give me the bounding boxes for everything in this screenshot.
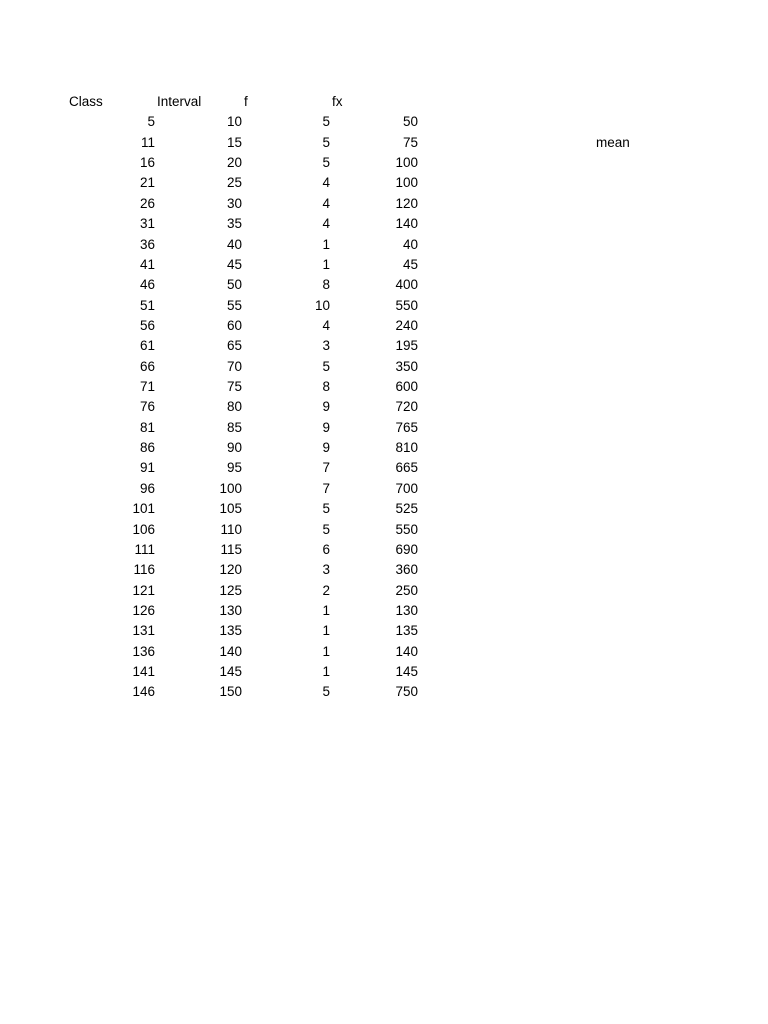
- class-upper-cell: 115: [220, 541, 242, 557]
- frequency-cell: 9: [322, 419, 330, 435]
- table-row: [0, 275, 768, 295]
- class-upper-cell: 70: [226, 358, 242, 374]
- class-lower-cell: 126: [132, 602, 155, 618]
- class-upper-cell: 105: [219, 501, 242, 517]
- table-row: [0, 112, 768, 132]
- fx-cell: 700: [395, 480, 418, 496]
- fx-cell: 665: [395, 460, 418, 476]
- fx-cell: 550: [395, 521, 418, 537]
- class-upper-cell: 50: [226, 277, 242, 293]
- class-lower-cell: 41: [139, 256, 155, 272]
- class-upper-cell: 125: [219, 582, 242, 598]
- frequency-cell: 3: [322, 338, 330, 354]
- fx-cell: 525: [395, 501, 418, 517]
- class-lower-cell: 121: [132, 582, 155, 598]
- class-lower-cell: 101: [132, 501, 155, 517]
- class-upper-cell: 75: [226, 379, 242, 395]
- class-lower-cell: 106: [132, 521, 155, 537]
- table-row: [0, 438, 768, 458]
- frequency-table: [0, 92, 768, 703]
- class-upper-cell: 55: [226, 297, 242, 313]
- fx-cell: 135: [395, 623, 418, 639]
- class-upper-cell: 130: [219, 602, 242, 618]
- class-upper-cell: 135: [219, 623, 242, 639]
- frequency-cell: 5: [322, 155, 330, 171]
- fx-cell: 350: [395, 358, 418, 374]
- fx-cell: 250: [395, 582, 418, 598]
- frequency-cell: 5: [322, 114, 330, 130]
- table-row: [0, 499, 768, 519]
- fx-cell: 600: [395, 379, 418, 395]
- frequency-cell: 9: [322, 440, 330, 456]
- table-row: [0, 479, 768, 499]
- table-row: [0, 357, 768, 377]
- class-upper-cell: 100: [219, 480, 242, 496]
- class-lower-cell: 26: [139, 195, 155, 211]
- class-lower-cell: 46: [139, 277, 155, 293]
- class-lower-cell: 141: [132, 664, 155, 680]
- class-upper-cell: 80: [226, 399, 242, 415]
- class-lower-cell: 51: [139, 297, 155, 313]
- class-upper-cell: 145: [219, 664, 242, 680]
- class-lower-cell: 5: [147, 114, 155, 130]
- table-row: [0, 621, 768, 641]
- fx-cell: 360: [395, 562, 418, 578]
- class-lower-cell: 91: [139, 460, 155, 476]
- frequency-cell: 1: [322, 256, 330, 272]
- fx-cell: 100: [395, 175, 418, 191]
- table-row: [0, 133, 768, 153]
- class-upper-cell: 30: [226, 195, 242, 211]
- frequency-cell: 1: [322, 623, 330, 639]
- frequency-cell: 1: [322, 664, 330, 680]
- class-lower-cell: 61: [139, 338, 155, 354]
- header-fx: fx: [332, 94, 343, 109]
- frequency-cell: 4: [322, 175, 330, 191]
- frequency-cell: 9: [322, 399, 330, 415]
- fx-cell: 50: [402, 114, 418, 130]
- fx-cell: 130: [395, 602, 418, 618]
- class-lower-cell: 96: [139, 480, 155, 496]
- fx-cell: 120: [395, 195, 418, 211]
- class-lower-cell: 56: [139, 317, 155, 333]
- table-row: [0, 153, 768, 173]
- header-row: [0, 92, 768, 112]
- class-lower-cell: 86: [139, 440, 155, 456]
- class-upper-cell: 95: [226, 460, 242, 476]
- frequency-cell: 1: [322, 643, 330, 659]
- class-upper-cell: 20: [226, 155, 242, 171]
- frequency-cell: 10: [314, 297, 330, 313]
- frequency-cell: 7: [322, 480, 330, 496]
- fx-cell: 720: [395, 399, 418, 415]
- class-lower-cell: 146: [132, 684, 155, 700]
- fx-cell: 195: [395, 338, 418, 354]
- table-row: [0, 418, 768, 438]
- fx-cell: 145: [395, 664, 418, 680]
- fx-cell: 750: [395, 684, 418, 700]
- header-f: f: [244, 94, 248, 109]
- table-row: [0, 296, 768, 316]
- table-row: [0, 214, 768, 234]
- frequency-cell: 5: [322, 358, 330, 374]
- class-lower-cell: 11: [140, 134, 155, 150]
- class-upper-cell: 140: [219, 643, 242, 659]
- class-lower-cell: 136: [132, 643, 155, 659]
- class-upper-cell: 40: [226, 236, 242, 252]
- fx-cell: 765: [395, 419, 418, 435]
- frequency-cell: 4: [322, 195, 330, 211]
- frequency-cell: 6: [322, 541, 330, 557]
- class-upper-cell: 110: [220, 521, 242, 537]
- frequency-cell: 1: [322, 236, 330, 252]
- class-lower-cell: 131: [132, 623, 155, 639]
- class-lower-cell: 76: [139, 399, 155, 415]
- fx-cell: 400: [395, 277, 418, 293]
- table-row: [0, 458, 768, 478]
- fx-cell: 45: [402, 256, 418, 272]
- class-upper-cell: 85: [226, 419, 242, 435]
- frequency-cell: 2: [322, 582, 330, 598]
- table-body: [0, 112, 768, 702]
- frequency-cell: 5: [322, 501, 330, 517]
- frequency-cell: 1: [322, 602, 330, 618]
- fx-cell: 100: [395, 155, 418, 171]
- table-row: [0, 601, 768, 621]
- class-upper-cell: 15: [226, 134, 242, 150]
- class-lower-cell: 36: [139, 236, 155, 252]
- frequency-cell: 5: [322, 684, 330, 700]
- frequency-cell: 3: [322, 562, 330, 578]
- class-upper-cell: 90: [226, 440, 242, 456]
- class-lower-cell: 16: [139, 155, 155, 171]
- fx-cell: 75: [402, 134, 418, 150]
- header-interval: Interval: [157, 94, 202, 109]
- table-row: [0, 336, 768, 356]
- table-row: [0, 255, 768, 275]
- frequency-cell: 8: [322, 379, 330, 395]
- fx-cell: 810: [395, 440, 418, 456]
- class-upper-cell: 65: [226, 338, 242, 354]
- fx-cell: 550: [395, 297, 418, 313]
- table-row: [0, 560, 768, 580]
- fx-cell: 140: [395, 216, 418, 232]
- table-row: [0, 682, 768, 702]
- frequency-cell: 5: [322, 134, 330, 150]
- table-row: [0, 662, 768, 682]
- frequency-cell: 4: [322, 317, 330, 333]
- table-row: [0, 194, 768, 214]
- class-upper-cell: 45: [226, 256, 242, 272]
- mean-label: mean: [596, 134, 630, 150]
- class-lower-cell: 71: [139, 379, 155, 395]
- frequency-cell: 7: [322, 460, 330, 476]
- table-row: [0, 397, 768, 417]
- fx-cell: 40: [402, 236, 418, 252]
- class-upper-cell: 25: [226, 175, 242, 191]
- table-row: [0, 173, 768, 193]
- table-row: [0, 540, 768, 560]
- frequency-cell: 4: [322, 216, 330, 232]
- class-lower-cell: 31: [139, 216, 155, 232]
- class-lower-cell: 66: [139, 358, 155, 374]
- class-upper-cell: 120: [219, 562, 242, 578]
- table-row: [0, 581, 768, 601]
- class-lower-cell: 111: [134, 541, 155, 557]
- class-upper-cell: 150: [219, 684, 242, 700]
- table-row: [0, 377, 768, 397]
- fx-cell: 690: [395, 541, 418, 557]
- class-lower-cell: 21: [139, 175, 155, 191]
- header-class: Class: [69, 94, 103, 109]
- table-row: [0, 642, 768, 662]
- class-upper-cell: 35: [226, 216, 242, 232]
- fx-cell: 240: [395, 317, 418, 333]
- table-row: [0, 316, 768, 336]
- class-upper-cell: 60: [226, 317, 242, 333]
- class-lower-cell: 81: [139, 419, 155, 435]
- table-row: [0, 520, 768, 540]
- frequency-cell: 5: [322, 521, 330, 537]
- table-row: [0, 235, 768, 255]
- class-lower-cell: 116: [133, 562, 155, 578]
- class-upper-cell: 10: [226, 114, 242, 130]
- frequency-cell: 8: [322, 277, 330, 293]
- fx-cell: 140: [395, 643, 418, 659]
